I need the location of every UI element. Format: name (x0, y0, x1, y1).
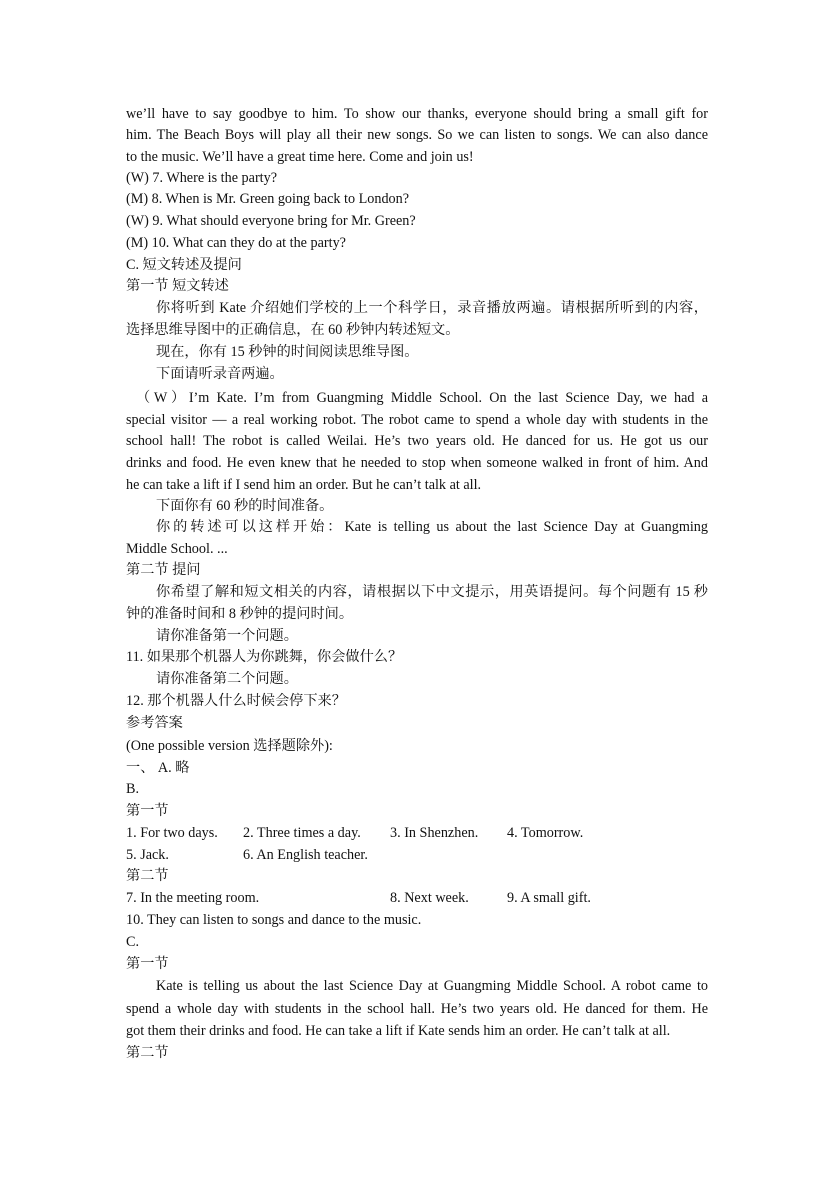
question-line: 12. 那个机器人什么时候会停下来？ (126, 693, 346, 709)
section-heading: 第二节 提问 (126, 562, 201, 578)
text-line: him. The Beach Boys will play all their new songs. So we can listen to songs. We can also dance (126, 127, 708, 143)
answer-item: 9. A small gift. (507, 890, 591, 906)
instruction-line: 钟的准备时间和 8 秒钟的提问时间。 (126, 606, 354, 622)
answer-paragraph-line: spend a whole day with students in the school hall. He’s two years old. He danced for them. He (126, 1001, 708, 1017)
text-line: C. (126, 934, 140, 950)
transcript-line: he can take a lift if I send him an order. But he can’t talk at all. (126, 477, 482, 493)
question-line: 11. 如果那个机器人为你跳舞，你会做什么？ (126, 649, 403, 665)
instruction-line: 你的转述可以这样开始：Kate is telling us about the last Science Day at Guangming (156, 519, 708, 535)
question-line: (M) 8. When is Mr. Green going back to London? (126, 191, 410, 207)
section-heading: 第二节 (126, 868, 169, 884)
instruction-line: 现在，你有 15 秒钟的时间阅读思维导图。 (156, 344, 419, 360)
transcript-line: drinks and food. He even knew that he needed to stop when someone walked in front of him. And (126, 455, 708, 471)
section-heading: 第一节 短文转述 (126, 278, 229, 294)
answer-paragraph-line: Kate is telling us about the last Science Day at Guangming Middle School. A robot came to (156, 978, 708, 994)
answer-item: 3. In Shenzhen. (390, 825, 479, 841)
answer-item: 4. Tomorrow. (507, 825, 584, 841)
instruction-line: 请你准备第二个问题。 (156, 671, 298, 687)
section-heading: 第二节 (126, 1045, 169, 1061)
text-line: to the music. We’ll have a great time here. Come and join us! (126, 149, 474, 165)
instruction-line: 下面请听录音两遍。 (156, 366, 284, 382)
section-heading: 第一节 (126, 803, 169, 819)
text-line: 一、 A. 略 (126, 760, 190, 776)
question-line: (M) 10. What can they do at the party? (126, 235, 346, 251)
answer-item: 10. They can listen to songs and dance to the music. (126, 912, 422, 928)
answer-item: 5. Jack. (126, 847, 169, 863)
section-heading: 第一节 (126, 956, 169, 972)
text-line: B. (126, 781, 140, 797)
section-heading: C. 短文转述及提问 (126, 257, 242, 273)
section-heading: 参考答案 (126, 715, 183, 731)
answer-item: 1. For two days. (126, 825, 218, 841)
transcript-line: （W）I’m Kate. I’m from Guangming Middle School. On the last Science Day, we had a (136, 390, 708, 406)
instruction-line: Middle School. ... (126, 541, 228, 557)
instruction-line: 请你准备第一个问题。 (156, 628, 298, 644)
instruction-line: 你希望了解和短文相关的内容，请根据以下中文提示，用英语提问。每个问题有 15 秒 (156, 584, 708, 600)
instruction-line: 下面你有 60 秒的时间准备。 (156, 498, 334, 514)
question-line: (W) 9. What should everyone bring for Mr. Green? (126, 213, 416, 229)
answer-paragraph-line: got them their drinks and food. He can take a lift if Kate sends him an order. He can’t talk at all. (126, 1023, 671, 1039)
answer-item: 6. An English teacher. (243, 847, 368, 863)
text-line: we’ll have to say goodbye to him. To show our thanks, everyone should bring a small gift for (126, 106, 708, 122)
transcript-line: special visitor — a real working robot. The robot came to spend a whole day with students in the (126, 412, 708, 428)
instruction-line: 你将听到 Kate 介绍她们学校的上一个科学日，录音播放两遍。请根据所听到的内容， (156, 300, 708, 316)
text-line: (One possible version 选择题除外): (126, 738, 333, 754)
answer-item: 2. Three times a day. (243, 825, 361, 841)
transcript-line: school hall! The robot is called Weilai. He’s two years old. He danced for us. He got us our (126, 433, 708, 449)
question-line: (W) 7. Where is the party? (126, 170, 278, 186)
instruction-line: 选择思维导图中的正确信息，在 60 秒钟内转述短文。 (126, 322, 460, 338)
answer-item: 8. Next week. (390, 890, 469, 906)
answer-item: 7. In the meeting room. (126, 890, 260, 906)
